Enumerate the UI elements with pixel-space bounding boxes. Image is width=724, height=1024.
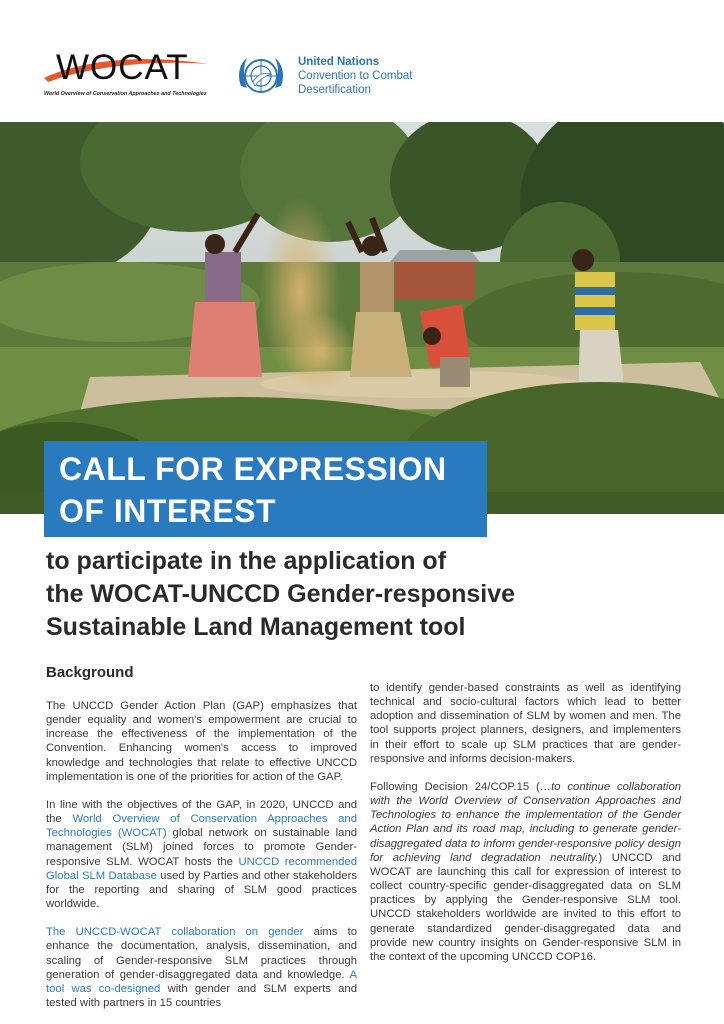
left-paragraph-2 [46, 798, 357, 911]
text-span: Following Decision 24/COP.15 ( [370, 780, 540, 793]
call-for-interest-banner [44, 441, 487, 537]
document-subtitle [46, 545, 515, 644]
un-unccd-text [298, 55, 412, 97]
text-span: In line with the objectives of the GAP, in 2020, UNCCD and the [46, 798, 357, 826]
subtitle-line3: Sustainable Land Management tool [46, 613, 466, 641]
header [0, 0, 724, 122]
un-emblem-icon [233, 52, 289, 100]
left-paragraph-3 [46, 925, 357, 1010]
subtitle-line1: to participate in the application of [46, 547, 447, 575]
banner-line2: OF INTEREST [59, 493, 277, 529]
un-line1: United Nations [298, 56, 380, 68]
text-span: ) UNCCD and WOCAT are launching this call for expression of interest to collect country-specific gender-disaggregated data on SLM practices by applying the Gender-responsive SLM tool. UNCCD stakeholders worldwide are invited to this effort to generate standardized gender-disaggregated data and provide new country insights on Gender-responsive SLM in the context of the upcoming UNCCD COP16. [370, 851, 681, 963]
text-span: aims to enhance the documentation, analysis, dissemination, and scaling of Gender-responsive SLM practices through generation of gender-disaggregated data and knowledge. [46, 926, 357, 981]
right-column [370, 681, 681, 978]
slm-database-link[interactable]: UNCCD recommended Global SLM Database [46, 855, 358, 882]
un-line2: Convention to Combat [298, 70, 413, 82]
text-span: used by Parties and other stakeholders for the reporting and sharing of SLM good practices worldwide. [46, 869, 357, 911]
right-paragraph-2 [370, 780, 681, 964]
collaboration-link[interactable]: The UNCCD-WOCAT collaboration on gender [46, 926, 304, 939]
left-column [46, 699, 357, 1024]
wocat-link[interactable]: World Overview of Conservation Approaches and Technologies (WOCAT) [46, 813, 358, 840]
text-span: with gender and SLM experts and tested with partners in 15 countries [46, 982, 357, 1009]
background-heading: Background [46, 664, 134, 681]
wocat-logo [42, 48, 212, 104]
decision-quote: …to continue collaboration with the World Overview of Conservation Approaches and Technologies to enhance the implementation of the Gender Action Plan and its road map, including to generate gender-disaggregated data to inform gender-responsive policy design for achieving land degradation neutrality. [370, 780, 682, 864]
wocat-wordmark: WOCAT [56, 48, 189, 87]
tool-link[interactable]: A tool was co-designed [46, 968, 357, 995]
left-paragraph-1: The UNCCD Gender Action Plan (GAP) emphasizes that gender equality and women's empowerment are crucial to increase the effectiveness of the implementation of the Convention. Enhancing women's access to improved knowledge and technologies that relate to effective UNCCD implementation is one of the priorities for action of the GAP. [46, 700, 357, 783]
un-line3: Desertification [298, 84, 371, 96]
wocat-subtitle: World Overview of Conservation Approaches and Technologies [44, 91, 207, 97]
text-span: global network on sustainable land management (SLM) joined forces to promote Gender-responsive SLM. WOCAT hosts the [46, 827, 358, 868]
subtitle-line2: the WOCAT-UNCCD Gender-responsive [46, 580, 516, 608]
banner-line1: CALL FOR EXPRESSION [59, 451, 447, 487]
right-paragraph-1: to identify gender-based constraints as well as identifying technical and socio-cultural factors which lead to better adoption and dissemination of SLM by women and men. The tool supports project planners, designers, and implementers in their effort to scale up SLM practices that are gender-responsive and informs decision-makers. [370, 682, 681, 765]
